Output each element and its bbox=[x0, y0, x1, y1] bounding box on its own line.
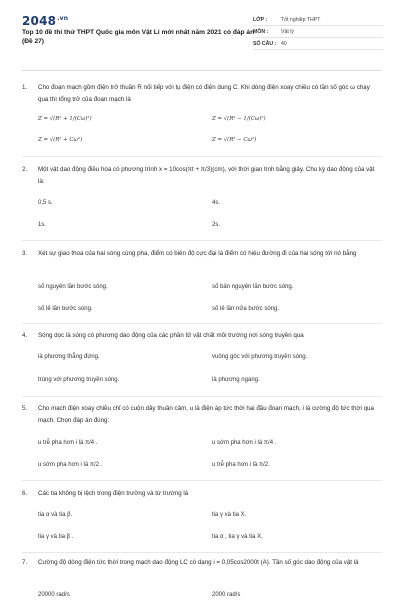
logo-suffix: .vn bbox=[57, 15, 69, 22]
option-b[interactable]: tia γ và tia X. bbox=[212, 512, 247, 518]
option-c[interactable]: tia γ và tia β . bbox=[38, 534, 74, 540]
meta-value: Vật lý bbox=[281, 28, 294, 35]
option-d[interactable]: tia α , tia γ và tia X. bbox=[212, 534, 263, 540]
option-a[interactable]: 20000 rad/s bbox=[38, 592, 70, 598]
question-text: Cường độ dòng điện tức thời trong mạch dao động LC có dạng i = 0,05cos2000t (A). Tần số góc dao động của vật là bbox=[38, 559, 359, 566]
option-a[interactable]: 0,5 s. bbox=[38, 200, 53, 206]
option-d[interactable]: 2s. bbox=[212, 222, 221, 228]
meta-key: MÔN : bbox=[253, 28, 269, 35]
option-d[interactable]: là phương ngang. bbox=[212, 377, 260, 383]
document-meta bbox=[253, 14, 383, 50]
option-b[interactable]: số bán nguyên lần bước sóng. bbox=[212, 284, 294, 290]
site-logo[interactable] bbox=[22, 14, 68, 28]
question-number: 6. bbox=[22, 490, 28, 497]
option-b[interactable]: vuông góc với phương truyền sóng. bbox=[212, 354, 308, 360]
header-divider bbox=[22, 70, 382, 71]
meta-key: SỐ CÂU : bbox=[253, 40, 277, 47]
question-number: 1. bbox=[22, 84, 28, 91]
option-c[interactable]: 1s. bbox=[38, 222, 47, 228]
logo-text: 2048 bbox=[22, 14, 57, 28]
question-text: Cho mạch điện xoay chiều chỉ có cuộn dây thuần cảm, u là điện áp tức thời hai đầu đoạn mạch, i là cường độ tức thời qua mạch. Chọn đáp án đúng: bbox=[38, 405, 374, 424]
question-divider bbox=[22, 552, 382, 553]
question-divider bbox=[22, 396, 382, 397]
meta-key: LỚP : bbox=[253, 16, 268, 23]
question-divider bbox=[22, 323, 382, 324]
option-a[interactable]: u trễ pha hơn i là π/4 . bbox=[38, 440, 98, 446]
question-divider bbox=[22, 156, 382, 157]
question-text: Sóng dọc là sóng có phương dao động của các phần tử vật chất môi trường nơi sóng truyền qua bbox=[38, 332, 304, 339]
question-text: Các tia không bị lệch trong điện trường và từ trường là bbox=[38, 490, 189, 497]
meta-subject-row bbox=[253, 26, 383, 38]
option-c[interactable]: Z = √(R² + Cω²) bbox=[38, 137, 83, 143]
option-c[interactable]: số lẻ lần bước sóng. bbox=[38, 306, 93, 312]
meta-value: Tốt nghiệp THPT bbox=[281, 16, 321, 23]
question-number: 7. bbox=[22, 559, 28, 566]
option-c[interactable]: u sớm pha hơn i là π/2 . bbox=[38, 462, 103, 468]
question-text: Cho đoạn mạch gồm điện trở thuần R nối tiếp với tụ điện có điện dung C. Khi dòng điện xoay chiều có tần số góc ω chạy qua thì tổng trở của đoạn mạch là bbox=[38, 84, 370, 103]
option-d[interactable]: u trễ pha hơn i là π/2. bbox=[212, 462, 270, 468]
option-b[interactable]: u sớm pha hơn i là π/4 . bbox=[212, 440, 277, 446]
question-text: Xét sự giao thoa của hai sóng cùng pha, điểm có biên độ cực đại là điểm có hiệu đường đi của hai sóng tới nó bằng bbox=[38, 250, 357, 257]
document-title: Top 10 đề thi thử THPT Quốc gia môn Vật Lí mới nhất năm 2021 có đáp án (Đề 27) bbox=[22, 29, 255, 45]
question-divider bbox=[22, 480, 382, 481]
option-a[interactable]: Z = √(R² + 1/(Cω)²) bbox=[38, 116, 92, 122]
question-number: 2. bbox=[22, 166, 28, 173]
question-number: 3. bbox=[22, 250, 28, 257]
document-header bbox=[0, 0, 400, 62]
question-text: Một vật dao động điều hòa có phương trình x = 10cos(πt + π/3)(cm), với thời gian tính bằng giây. Chu kỳ dao động của vật là: bbox=[38, 166, 375, 185]
meta-value: 40 bbox=[281, 40, 287, 47]
option-a[interactable]: là phương thẳng đứng. bbox=[38, 354, 100, 360]
meta-class-row bbox=[253, 14, 383, 26]
option-b[interactable]: 2000 rad/s bbox=[212, 592, 241, 598]
question-number: 5. bbox=[22, 405, 28, 412]
question-divider bbox=[22, 240, 382, 241]
option-d[interactable]: Z = √(R² − Cω²) bbox=[212, 137, 257, 143]
option-a[interactable]: số nguyên lần bước sóng. bbox=[38, 284, 108, 290]
option-d[interactable]: số lẻ lần nửa bước sóng. bbox=[212, 306, 280, 312]
option-a[interactable]: tia α và tia β. bbox=[38, 512, 73, 518]
option-b[interactable]: 4s. bbox=[212, 200, 221, 206]
option-c[interactable]: trùng với phương truyền sóng. bbox=[38, 377, 120, 383]
meta-count-row bbox=[253, 38, 383, 50]
option-b[interactable]: Z = √(R² − 1/(Cω)²) bbox=[212, 116, 266, 122]
question-number: 4. bbox=[22, 332, 28, 339]
